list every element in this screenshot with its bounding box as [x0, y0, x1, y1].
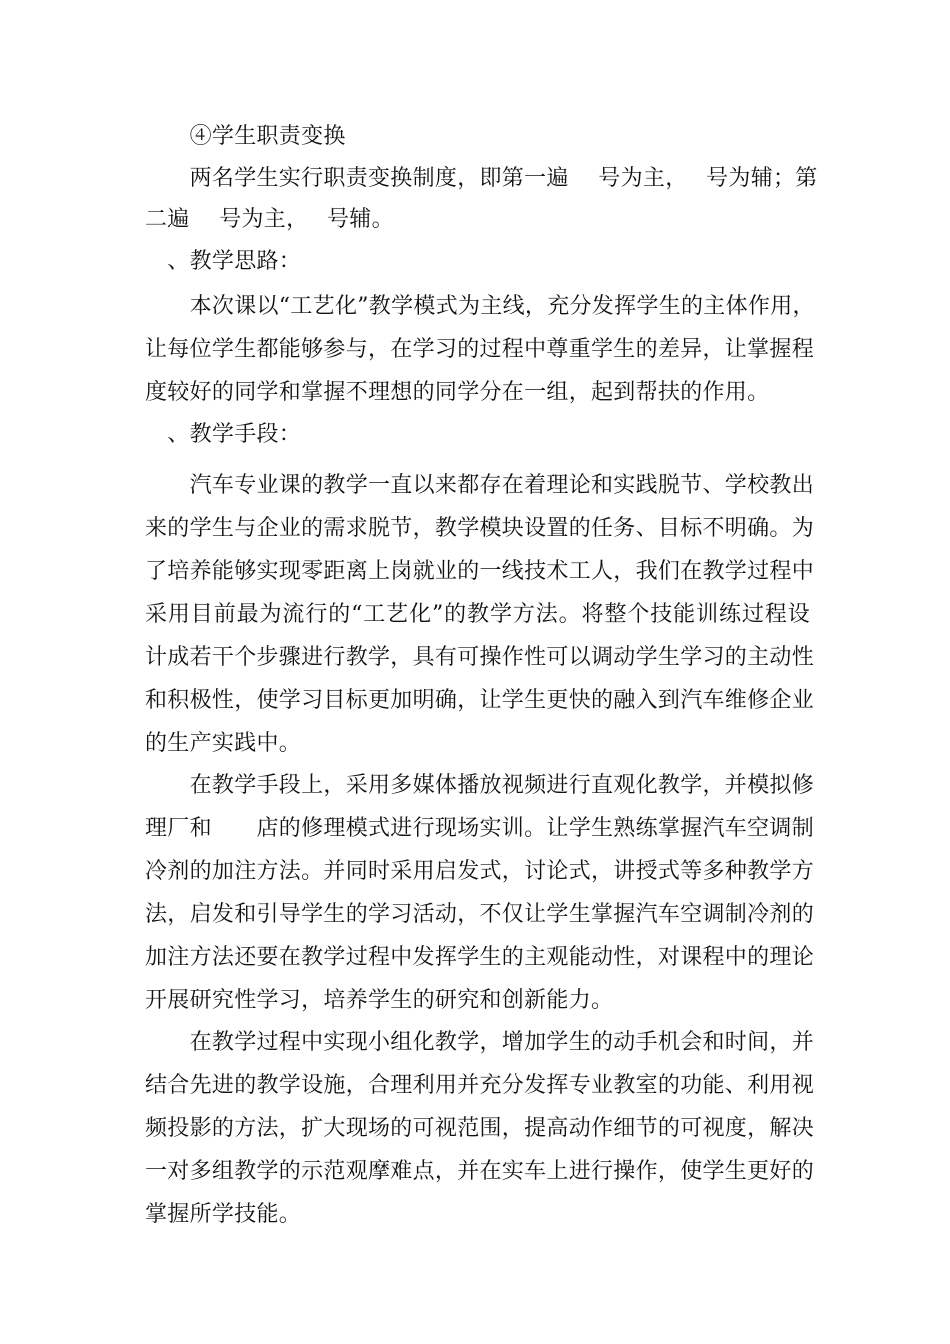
paragraph-line: 加注方法还要在教学过程中发挥学生的主观能动性，对课程中的理论 — [145, 945, 815, 970]
paragraph-line: 采用目前最为流行的“工艺化”的教学方法。将整个技能训练过程设 — [145, 602, 810, 627]
paragraph-line: 的生产实践中。 — [145, 731, 302, 756]
paragraph-line: 了培养能够实现零距离上岗就业的一线技术工人，我们在教学过程中 — [145, 559, 815, 584]
paragraph-line: 开展研究性学习，培养学生的研究和创新能力。 — [145, 988, 614, 1013]
paragraph-line: 在教学手段上，采用多媒体播放视频进行直观化教学，并模拟修 — [145, 773, 815, 798]
paragraph-line: 度较好的同学和掌握不理想的同学分在一组，起到帮扶的作用。 — [145, 380, 770, 405]
section-heading-teaching-approach: 、教学思路： — [145, 249, 302, 274]
paragraph-line: 二遍 号为主， 号辅。 — [145, 207, 394, 232]
paragraph-line: 法，启发和引导学生的学习活动，不仅让学生掌握汽车空调制冷剂的 — [145, 902, 815, 927]
paragraph-line: 来的学生与企业的需求脱节，教学模块设置的任务、目标不明确。为 — [145, 516, 815, 541]
paragraph-line: 计成若干个步骤进行教学，具有可操作性可以调动学生学习的主动性 — [145, 645, 815, 670]
section-heading-teaching-means: 、教学手段： — [145, 422, 302, 447]
paragraph-line: 两名学生实行职责变换制度，即第一遍 号为主， 号为辅；第 — [145, 166, 818, 191]
paragraph-line: 让每位学生都能够参与，在学习的过程中尊重学生的差异，让掌握程 — [145, 337, 815, 362]
paragraph-line: 一对多组教学的示范观摩难点，并在实车上进行操作，使学生更好的 — [145, 1159, 815, 1184]
paragraph-line: 理厂和 店的修理模式进行现场实训。让学生熟练掌握汽车空调制 — [145, 816, 815, 841]
paragraph-line: 结合先进的教学设施，合理利用并充分发挥专业教室的功能、利用视 — [145, 1073, 815, 1098]
subheading-student-role-switch: ④学生职责变换 — [145, 124, 346, 149]
paragraph-line: 冷剂的加注方法。并同时采用启发式，讨论式，讲授式等多种教学方 — [145, 859, 815, 884]
paragraph-line: 本次课以“工艺化”教学模式为主线，充分发挥学生的主体作用， — [145, 294, 815, 319]
paragraph-line: 和积极性，使学习目标更加明确，让学生更快的融入到汽车维修企业 — [145, 688, 815, 713]
paragraph-line: 掌握所学技能。 — [145, 1202, 302, 1227]
paragraph-line: 频投影的方法，扩大现场的可视范围，提高动作细节的可视度，解决 — [145, 1116, 815, 1141]
paragraph-line: 汽车专业课的教学一直以来都存在着理论和实践脱节、学校教出 — [145, 473, 815, 498]
paragraph-line: 在教学过程中实现小组化教学，增加学生的动手机会和时间，并 — [145, 1030, 815, 1055]
